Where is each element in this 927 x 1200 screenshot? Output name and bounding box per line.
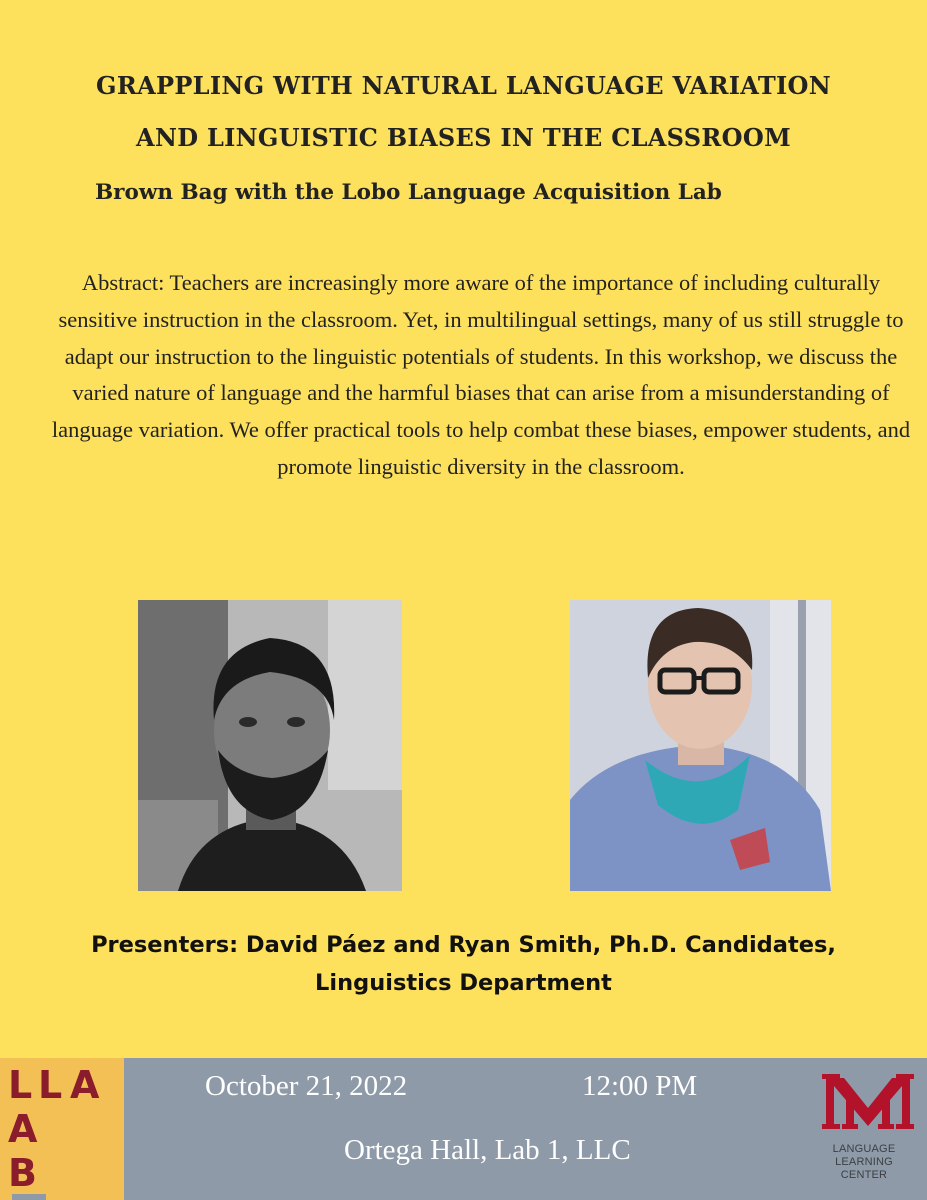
presenters-line-1: Presenters: David Páez and Ryan Smith, Ph.D. Candidates, [91, 932, 836, 958]
presenters-line-2: Linguistics Department [315, 970, 612, 996]
event-time: 12:00 PM [582, 1070, 698, 1102]
unm-caption-line-3: CENTER [840, 1169, 888, 1181]
llab-logo [0, 1058, 130, 1200]
llab-letter-a2: A [8, 1107, 38, 1151]
presenter-photo-david-paez [138, 600, 402, 891]
portrait-icon [570, 600, 831, 891]
event-title-line-2: AND LINGUISTIC BIASES IN THE CLASSROOM [136, 123, 791, 152]
llab-letter-l2: L [38, 1063, 63, 1107]
portrait-icon [138, 600, 402, 891]
presenter-photo-ryan-smith [570, 600, 831, 891]
footer-bar [0, 1058, 927, 1200]
event-location: Ortega Hall, Lab 1, LLC [344, 1134, 631, 1166]
llab-letter-l1: L [8, 1063, 33, 1107]
unm-caption-line-2: LEARNING [835, 1156, 893, 1168]
unm-monogram-icon [818, 1068, 918, 1140]
llab-letter-a1: A [70, 1063, 100, 1107]
unm-caption-line-1: LANGUAGE [832, 1143, 896, 1155]
llab-letter-b: B [8, 1151, 37, 1195]
presenters-text [30, 926, 897, 1002]
event-date: October 21, 2022 [205, 1070, 408, 1102]
event-title-line-1: GRAPPLING WITH NATURAL LANGUAGE VARIATION [96, 71, 831, 100]
abstract-text: Abstract: Teachers are increasingly more aware of the importance of including culturally sensitive instruction in the classroom. Yet, in multilingual settings, many of us still struggle to adapt our instruction to the linguistic potentials of students. In this workshop, we discuss the varied nature of language and the harmful biases that can arise from a misunderstanding of language variation. We offer practical tools to help combat these biases, empower students, and promote linguistic diversity in the classroom. [51, 270, 911, 479]
event-title [40, 60, 887, 164]
event-subtitle: Brown Bag with the Lobo Language Acquisition Lab [95, 180, 722, 205]
